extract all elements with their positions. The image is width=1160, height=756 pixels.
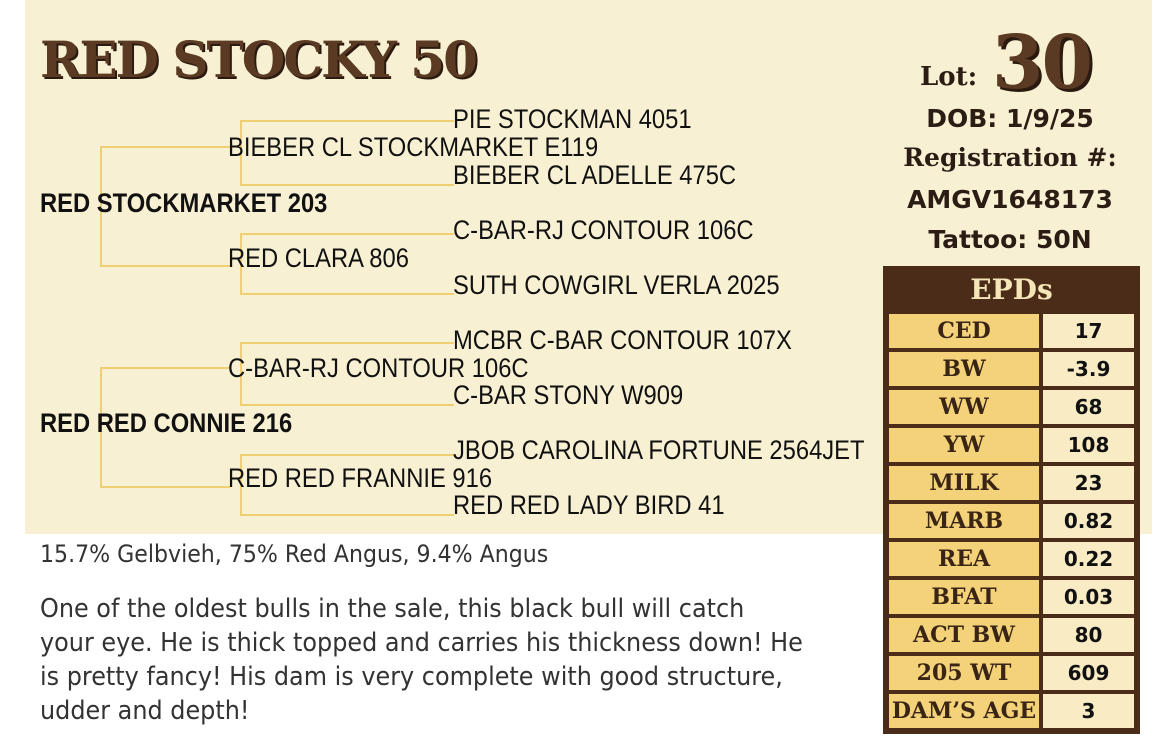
pedigree-sire: RED STOCKMARKET 203 — [40, 188, 328, 218]
epd-key: BW — [889, 352, 1039, 386]
epd-value: 609 — [1043, 656, 1134, 690]
epd-key: MARB — [889, 504, 1039, 538]
pedigree-dam-sire: C-BAR-RJ CONTOUR 106C — [228, 353, 529, 383]
pedigree-sire-dam-sire: C-BAR-RJ CONTOUR 106C — [453, 215, 754, 245]
pedigree-dam: RED RED CONNIE 216 — [40, 408, 293, 438]
epd-value: 17 — [1043, 314, 1134, 348]
registration-number: AMGV1648173 — [907, 185, 1113, 214]
epd-header: EPDs — [970, 273, 1053, 306]
registration-label: Registration #: — [903, 143, 1117, 172]
epd-row — [889, 428, 1134, 462]
pedigree-dam-dam: RED RED FRANNIE 916 — [228, 463, 493, 493]
pedigree-sire-sire: BIEBER CL STOCKMARKET E119 — [228, 132, 599, 162]
epd-key: WW — [889, 390, 1039, 424]
dob: DOB: 1/9/25 — [926, 104, 1094, 133]
epd-value: 0.22 — [1043, 542, 1134, 576]
epd-row — [889, 352, 1134, 386]
pedigree-dam-dam-sire: JBOB CAROLINA FORTUNE 2564JET — [453, 435, 865, 465]
epd-key: YW — [889, 428, 1039, 462]
epd-key: DAM’S AGE — [889, 694, 1039, 728]
pedigree-sire-dam: RED CLARA 806 — [228, 243, 409, 273]
page-title: RED STOCKY 50 — [40, 30, 476, 89]
epd-row — [889, 504, 1134, 538]
epd-value: 0.03 — [1043, 580, 1134, 614]
breed-composition: 15.7% Gelbvieh, 75% Red Angus, 9.4% Angus — [40, 540, 549, 568]
epd-key: 205 WT — [889, 656, 1039, 690]
pedigree-dam-dam-dam: RED RED LADY BIRD 41 — [453, 490, 725, 520]
epd-value: -3.9 — [1043, 352, 1134, 386]
lot-number: 30 — [992, 20, 1091, 106]
lot-label: Lot: — [920, 62, 978, 92]
epd-value: 68 — [1043, 390, 1134, 424]
epd-key: MILK — [889, 466, 1039, 500]
epd-row — [889, 618, 1134, 652]
epd-row — [889, 390, 1134, 424]
epd-key: ACT BW — [889, 618, 1039, 652]
epd-row — [889, 694, 1134, 728]
tattoo: Tattoo: 50N — [928, 225, 1092, 254]
epd-value: 108 — [1043, 428, 1134, 462]
epd-value: 23 — [1043, 466, 1134, 500]
epd-value: 3 — [1043, 694, 1134, 728]
pedigree-sire-dam-dam: SUTH COWGIRL VERLA 2025 — [453, 270, 780, 300]
epd-row — [889, 580, 1134, 614]
epd-key: BFAT — [889, 580, 1039, 614]
pedigree-sire-sire-dam: BIEBER CL ADELLE 475C — [453, 160, 737, 190]
epd-value: 80 — [1043, 618, 1134, 652]
epd-row — [889, 656, 1134, 690]
epd-row — [889, 466, 1134, 500]
pedigree-dam-sire-sire: MCBR C-BAR CONTOUR 107X — [453, 325, 792, 355]
epd-key: REA — [889, 542, 1039, 576]
epd-table — [883, 266, 1140, 734]
epd-key: CED — [889, 314, 1039, 348]
description: One of the oldest bulls in the sale, this black bull will catch your eye. He is thick topped and carries his thickness down! He is pretty fancy! His dam is very complete with good structure, udder and depth! — [40, 594, 803, 726]
pedigree-sire-sire-sire: PIE STOCKMAN 4051 — [453, 104, 692, 134]
pedigree-dam-sire-dam: C-BAR STONY W909 — [453, 380, 684, 410]
lot-block — [920, 20, 1120, 106]
epd-row — [889, 314, 1134, 348]
epd-value: 0.82 — [1043, 504, 1134, 538]
epd-row — [889, 542, 1134, 576]
